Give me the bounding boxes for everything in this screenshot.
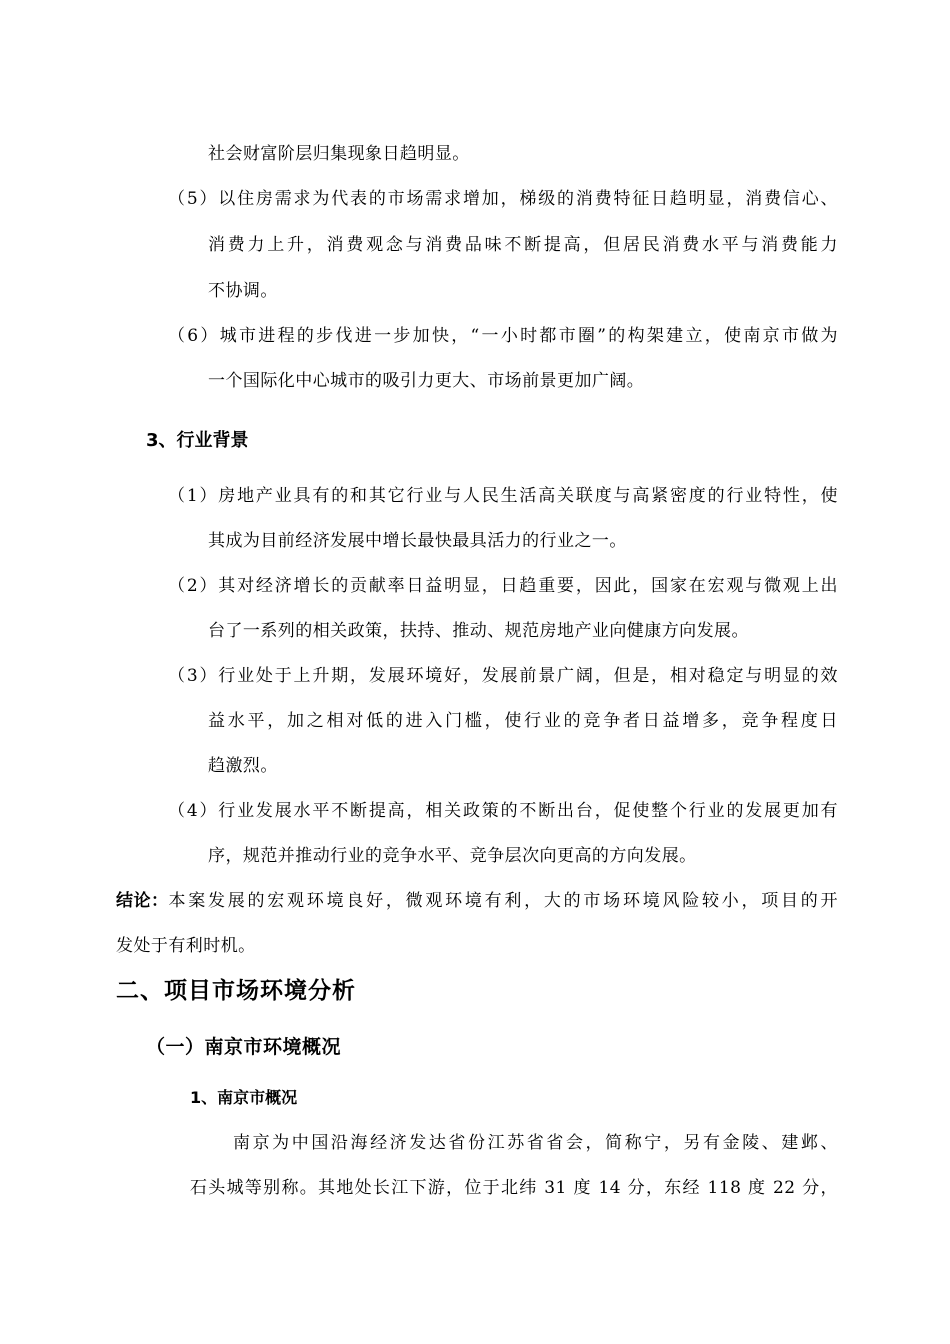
top-fragment-line: 社会财富阶层归集现象日趋明显。 <box>208 144 470 164</box>
conclusion-text: 本案发展的宏观环境良好，微观环境有利，大的市场环境风险较小，项目的开 <box>168 891 838 911</box>
conclusion-label: 结论： <box>116 891 169 911</box>
industry-background-heading: 3、行业背景 <box>146 430 249 451</box>
industry-item-3-line-3: 趋激烈。 <box>208 756 278 776</box>
item-5-line-3: 不协调。 <box>208 281 278 301</box>
industry-item-4-line-2: 序，规范并推动行业的竞争水平、竞争层次向更高的方向发展。 <box>208 846 697 866</box>
item-6-line-2: 一个国际化中心城市的吸引力更大、市场前景更加广阔。 <box>208 371 645 391</box>
industry-item-2-line-1: （2）其对经济增长的贡献率日益明显，日趋重要，因此，国家在宏观与微观上出 <box>168 576 838 596</box>
item-5-line-1: （5）以住房需求为代表的市场需求增加，梯级的消费特征日趋明显，消费信心、 <box>168 189 838 209</box>
industry-item-3-line-1: （3）行业处于上升期，发展环境好，发展前景广阔，但是，相对稳定与明显的效 <box>168 666 838 686</box>
nanjing-para-line-2: 石头城等别称。其地处长江下游，位于北纬 31 度 14 分，东经 118 度 22 分， <box>190 1178 838 1198</box>
industry-item-2-line-2: 台了一系列的相关政策，扶持、推动、规范房地产业向健康方向发展。 <box>208 621 749 641</box>
subsubsection-title: 1、南京市概况 <box>190 1088 298 1107</box>
nanjing-para-line-1: 南京为中国沿海经济发达省份江苏省省会，简称宁，另有金陵、建邺、 <box>233 1133 838 1153</box>
subsection-title: （一）南京市环境概况 <box>146 1036 342 1058</box>
conclusion-line-2: 发处于有利时机。 <box>116 936 256 956</box>
industry-item-1-line-1: （1）房地产业具有的和其它行业与人民生活高关联度与高紧密度的行业特性，使 <box>168 486 838 506</box>
section-title: 二、项目市场环境分析 <box>116 978 356 1004</box>
conclusion-line-1 <box>116 889 838 913</box>
item-5-line-2: 消费力上升，消费观念与消费品味不断提高，但居民消费水平与消费能力 <box>208 235 838 255</box>
industry-item-4-line-1: （4）行业发展水平不断提高，相关政策的不断出台，促使整个行业的发展更加有 <box>168 801 838 821</box>
industry-item-3-line-2: 益水平，加之相对低的进入门槛，使行业的竞争者日益增多，竞争程度日 <box>208 711 838 731</box>
industry-item-1-line-2: 其成为目前经济发展中增长最快最具活力的行业之一。 <box>208 531 627 551</box>
item-6-line-1: （6）城市进程的步伐进一步加快，“一小时都市圈”的构架建立，使南京市做为 <box>168 326 838 346</box>
